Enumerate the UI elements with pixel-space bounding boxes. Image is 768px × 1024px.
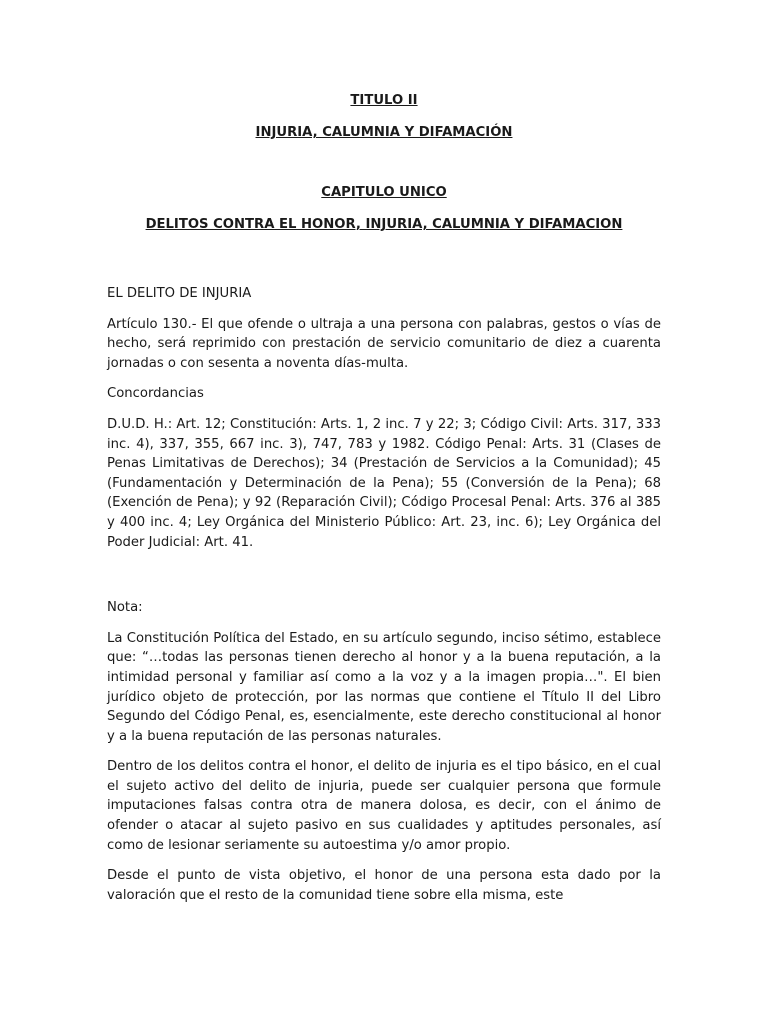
article-paragraph: Artículo 130.- El que ofende o ultraja a una persona con palabras, gestos o vías de hecho, será reprimido con prestación de servicio comunitario de diez a cuarenta jornadas o con sesenta a noventa días-multa. [107, 316, 661, 371]
concordancias-label: Concordancias [107, 386, 204, 402]
document-subtitle: INJURIA, CALUMNIA Y DIFAMACIÓN [255, 125, 513, 140]
nota-label: Nota: [107, 600, 143, 616]
document-page [107, 92, 661, 905]
nota-paragraph-2: Dentro de los delitos contra el honor, el delito de injuria es el tipo básico, en el cual el sujeto activo del delito de injuria, puede ser cualquier persona que formule imputaciones falsas contra otra de manera dolosa, es decir, con el ánimo de ofender o atacar al sujeto pasivo en sus cualidades y aptitudes personales, así como de lesionar seriamente su autoestima y/o amor propio. [107, 759, 661, 853]
document-title: TITULO II [350, 93, 418, 108]
chapter-title: CAPITULO UNICO [321, 185, 447, 200]
concordancias-paragraph: D.U.D. H.: Art. 12; Constitución: Arts. 1, 2 inc. 7 y 22; 3; Código Civil: Arts. 317, 333 inc. 4), 337, 355, 667 inc. 3), 747, 783 y 1982. Código Penal: Arts. 31 (Clases de Penas Limitativas de Derechos); 34 (Prestación de Servicios a la Comunidad); 45 (Fundamentación y Determinación de la Pena); 55 (Conversión de la Pena); 68 (Exención de Pena); y 92 (Reparación Civil); Código Procesal Penal: Arts. 376 al 385 y 400 inc. 4; Ley Orgánica del Ministerio Público: Art. 23, inc. 6); Ley Orgánica del Poder Judicial: Art. 41. [107, 416, 661, 550]
section-heading: EL DELITO DE INJURIA [107, 286, 252, 301]
chapter-subtitle: DELITOS CONTRA EL HONOR, INJURIA, CALUMNIA Y DIFAMACION [145, 217, 623, 232]
nota-paragraph-3: Desde el punto de vista objetivo, el honor de una persona esta dado por la valoración que el resto de la comunidad tiene sobre ella misma, este [107, 868, 661, 903]
nota-paragraph-1: La Constitución Política del Estado, en su artículo segundo, inciso sétimo, establece que: “…todas las personas tienen derecho al honor y a la buena reputación, a la intimidad personal y familiar así como a la voz y a la imagen propia…". El bien jurídico objeto de protección, por las normas que contiene el Título II del Libro Segundo del Código Penal, es, esencialmente, este derecho constitucional al honor y a la buena reputación de las personas naturales. [107, 630, 661, 744]
